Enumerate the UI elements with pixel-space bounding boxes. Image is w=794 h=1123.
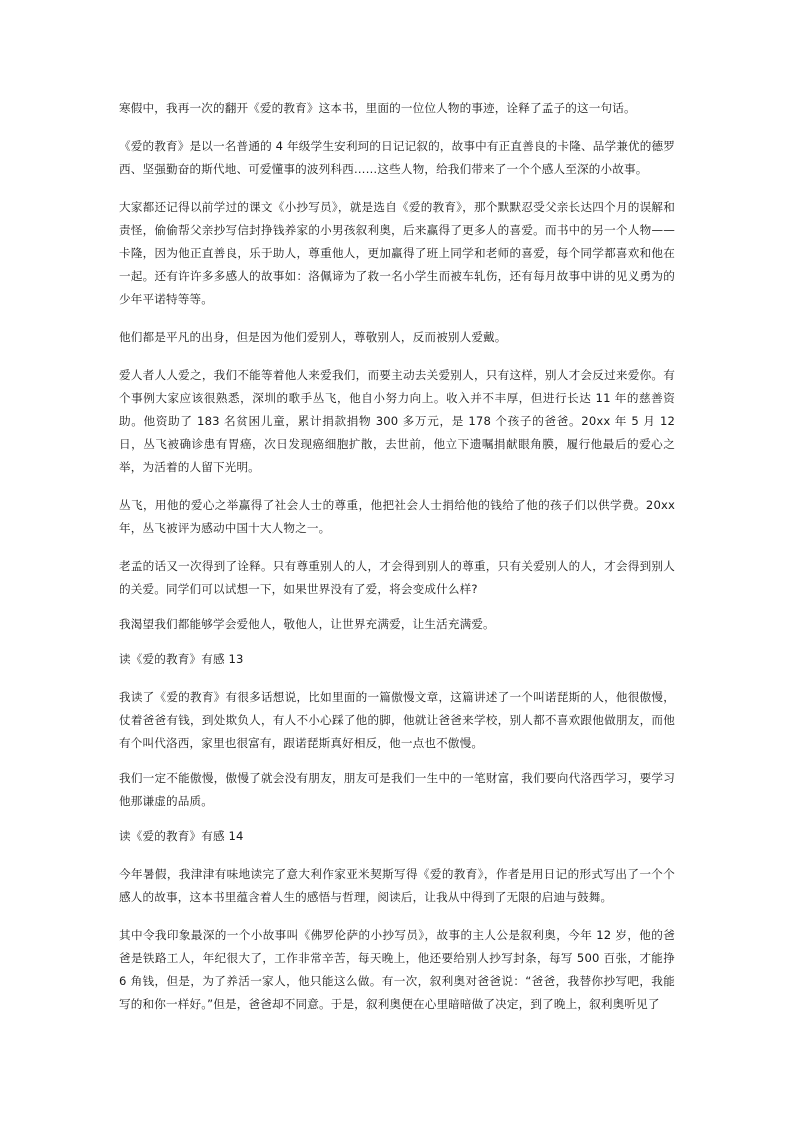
paragraph-cong-fei: 爱人者人人爱之，我们不能等着他人来爱我们，而要主动去关爱别人，只有这样，别人才会反过来爱你。有个事例大家应该很熟悉，深圳的歌手丛飞，他自小努力向上。收入并不丰厚，但进行长达 11 年的慈善资助。他资助了 183 名贫困儿童，累计捐款捐物 300 多万元，是 178 个孩子的爸爸。20xx 年 5 月 12 日，丛飞被确诊患有胃癌，次日发现癌细胞扩散，去世前，他立下遗嘱捐献眼角膜，履行他最后的爱心之举，为活着的人留下光明。 — [119, 368, 675, 474]
paragraph-hope: 我渴望我们都能够学会爱他人，敬他人，让世界充满爱，让生活充满爱。 — [119, 617, 495, 631]
paragraph-mencius: 老孟的话又一次得到了诠释。只有尊重别人的人，才会得到别人的尊重，只有关爱别人的人，才会得到别人的关爱。同学们可以试想一下，如果世界没有了爱，将会变成什么样? — [119, 559, 675, 596]
paragraph-arrogance: 我读了《爱的教育》有很多话想说，比如里面的一篇傲慢文章，这篇讲述了一个叫诺琵斯的人，他很傲慢，仗着爸爸有钱，到处欺负人，有人不小心踩了他的脚，他就让爸爸来学校，别人都不喜欢跟他做朋友，而他有个叫代洛西，家里也很富有，跟诺琵斯真好相反，他一点也不傲慢。 — [119, 690, 675, 750]
section-heading-14: 读《爱的教育》有感 14 — [119, 829, 244, 843]
paragraph-ordinary-origins: 他们都是平凡的出身，但是因为他们爱别人，尊敬别人，反而被别人爱戴。 — [119, 330, 507, 344]
paragraph-little-scribe: 大家都还记得以前学过的课文《小抄写员》，就是选自《爱的教育》，那个默默忍受父亲长达四个月的误解和责怪，偷偷帮父亲抄写信封挣钱养家的小男孩叙利奥，后来赢得了更多人的喜爱。而书中的另一个人物——卡隆，因为他正直善良，乐于助人，尊重他人，更加赢得了班上同学和老师的喜爱，每个同学都喜欢和他在一起。还有许许多多感人的故事如：洛佩谛为了救一名小学生而被车轧伤，还有每月故事中讲的见义勇为的少年平诺特等等。 — [119, 200, 675, 306]
paragraph-book-summary: 《爱的教育》是以一名普通的 4 年级学生安利珂的日记记叙的，故事中有正直善良的卡隆、品学兼优的德罗西、坚强勤奋的斯代地、可爱懂事的波列科西……这些人物，给我们带来了一个个感人至深的小故事。 — [119, 139, 675, 176]
section-heading-13: 读《爱的教育》有感 13 — [119, 652, 244, 666]
document-page — [119, 97, 675, 1016]
paragraph-intro: 寒假中，我再一次的翻开《爱的教育》这本书，里面的一位位人物的事迹，诠释了孟子的这一句话。 — [119, 101, 636, 115]
paragraph-cong-fei-respect: 丛飞，用他的爱心之举赢得了社会人士的尊重，他把社会人士捐给他的钱给了他的孩子们以供学费。20xx 年，丛飞被评为感动中国十大人物之一。 — [119, 498, 675, 535]
paragraph-no-arrogance: 我们一定不能傲慢，傲慢了就会没有朋友，朋友可是我们一生中的一笔财富，我们要向代洛西学习，要学习他那谦虚的品质。 — [119, 771, 675, 808]
paragraph-summer-reading: 今年暑假，我津津有味地读完了意大利作家亚米契斯写得《爱的教育》，作者是用日记的形式写出了一个个感人的故事，这本书里蕴含着人生的感悟与哲理，阅读后，让我从中得到了无限的启迪与鼓舞。 — [119, 867, 675, 904]
paragraph-florence-scribe: 其中令我印象最深的一个小故事叫《佛罗伦萨的小抄写员》，故事的主人公是叙利奥，今年 12 岁，他的爸爸是铁路工人，年纪很大了，工作非常辛苦，每天晚上，他还要给别人抄写封条，每写 500 百张，才能挣 6 角钱，但是，为了养活一家人，他只能这么做。有一次，叙利奥对爸爸说：“爸爸，我替你抄写吧，我能写的和你一样好。”但是，爸爸却不同意。于是，叙利奥便在心里暗暗做了决定，到了晚上，叙利奥听见了 — [119, 928, 675, 1011]
